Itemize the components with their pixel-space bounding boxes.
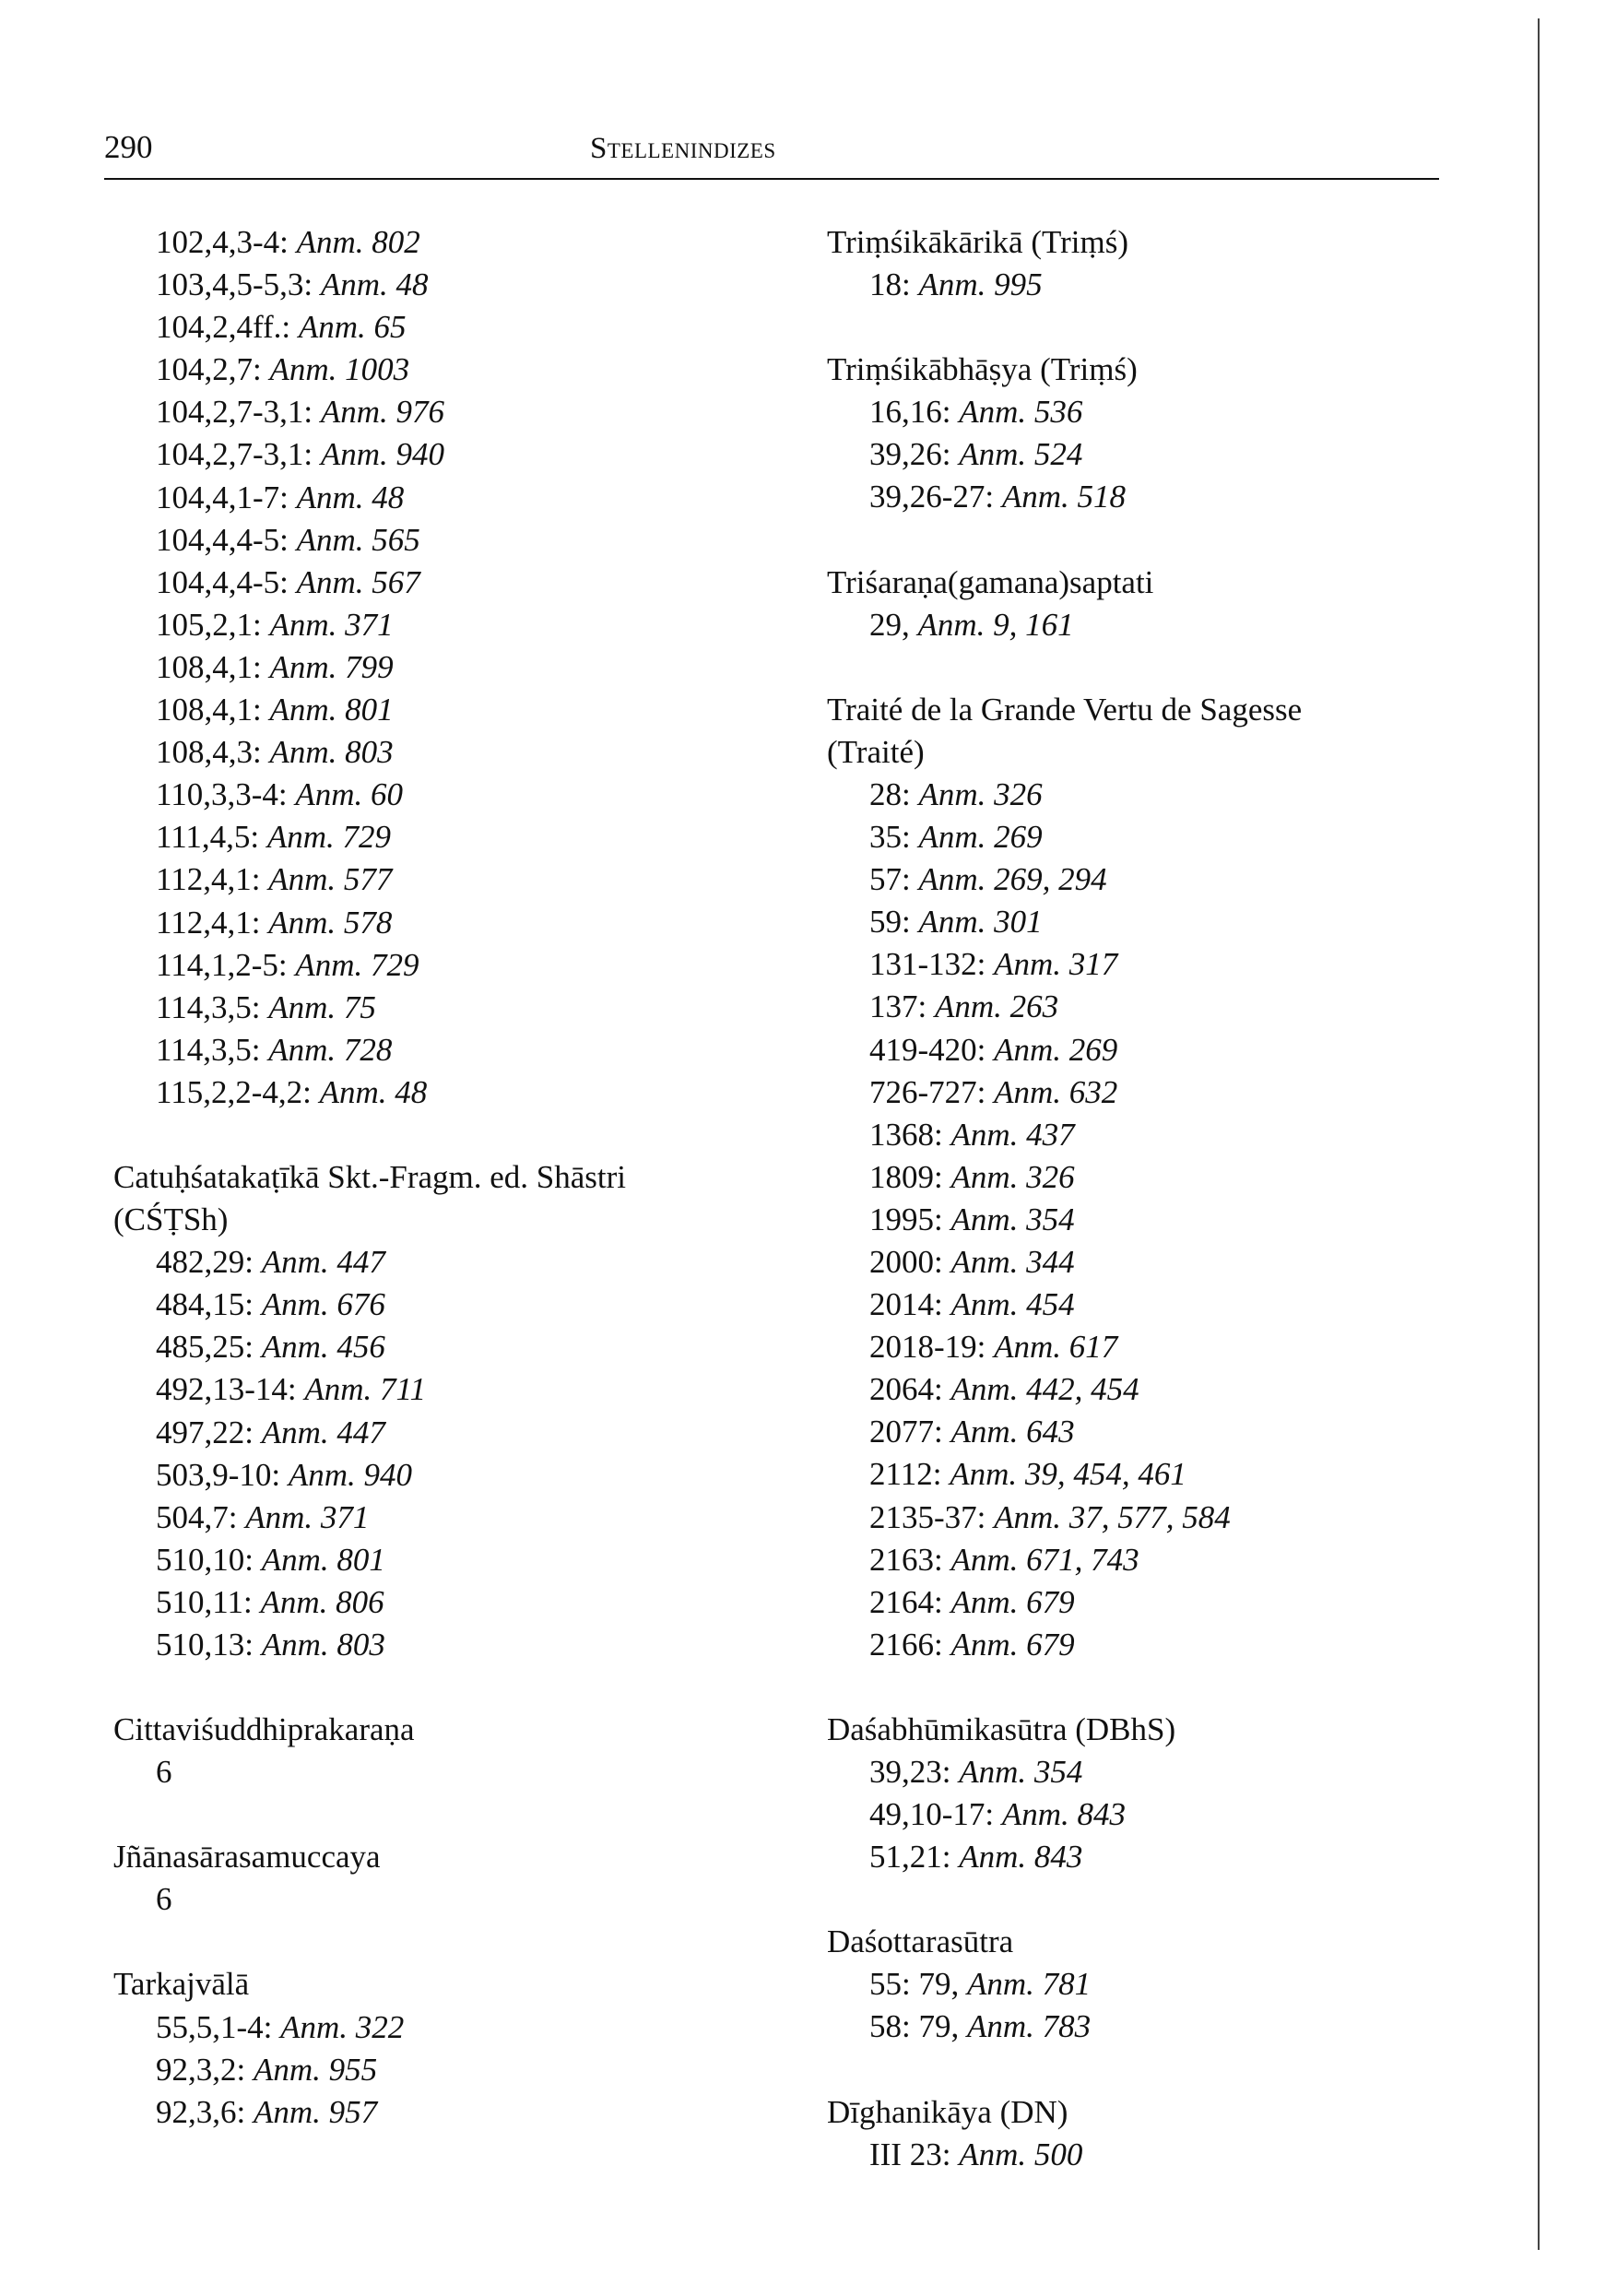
entry-reference: 6 <box>156 1881 172 1918</box>
index-entry <box>113 2091 740 2134</box>
entry-reference: 115,2,2-4,2: <box>156 1073 312 1110</box>
entry-annotation: Anm. 940 <box>320 436 445 473</box>
index-heading: Traité de la Grande Vertu de Sagesse <box>827 691 1303 728</box>
index-heading: Jñānasārasamuccaya <box>113 1839 381 1876</box>
index-entry <box>113 562 740 604</box>
entry-annotation: Anm. 578 <box>268 904 393 941</box>
entry-annotation: Anm. 711 <box>304 1371 426 1408</box>
index-entry <box>827 604 1491 646</box>
index-entry <box>827 901 1491 943</box>
index-entry <box>827 1793 1491 1836</box>
entry-annotation: Anm. 729 <box>295 946 419 983</box>
index-entry <box>113 519 740 562</box>
entry-reference: 102,4,3-4: <box>156 224 289 260</box>
index-entry <box>827 858 1491 901</box>
entry-reference: 2014: <box>869 1286 943 1323</box>
entry-annotation: Anm. 801 <box>261 1541 385 1578</box>
entry-annotation: Anm. 940 <box>288 1456 413 1493</box>
index-entry <box>113 1326 740 1368</box>
index-entry <box>827 774 1491 816</box>
entry-reference: 2163: <box>869 1541 943 1578</box>
entry-annotation: Anm. 806 <box>260 1583 384 1620</box>
entry-reference: 29, <box>869 606 910 643</box>
entry-gap <box>827 306 1491 349</box>
entry-reference: 108,4,3: <box>156 734 262 771</box>
entry-annotation: Anm. 632 <box>994 1073 1118 1110</box>
entry-annotation: Anm. 518 <box>1001 479 1127 515</box>
entry-reference: 104,2,7-3,1: <box>156 436 313 473</box>
index-entry <box>113 1581 740 1624</box>
index-heading: Daśottarasūtra <box>827 1923 1014 1960</box>
entry-reference: 1995: <box>869 1201 943 1237</box>
entry-reference: 2000: <box>869 1243 943 1280</box>
entry-reference: III 23: <box>869 2136 951 2172</box>
index-entry <box>827 1156 1491 1199</box>
entry-reference: 112,4,1: <box>156 904 261 941</box>
entry-reference: 108,4,1: <box>156 648 262 685</box>
entry-annotation: Anm. 263 <box>934 988 1059 1025</box>
index-entry <box>113 1878 740 1921</box>
index-entry <box>113 1241 740 1284</box>
index-heading: Tarkajvālā <box>113 1966 250 2003</box>
index-entry <box>827 816 1491 858</box>
index-heading: (Traité) <box>827 733 925 770</box>
entry-annotation: Anm. 371 <box>245 1498 370 1535</box>
entry-gap <box>113 1666 740 1709</box>
entry-gap <box>113 1114 740 1156</box>
entry-annotation: Anm. 679 <box>950 1626 1075 1663</box>
index-entry <box>113 1539 740 1581</box>
entry-reference: 35: <box>869 819 911 856</box>
index-entry <box>827 1199 1491 1241</box>
entry-reference: 497,22: <box>156 1414 254 1450</box>
entry-gap <box>827 2049 1491 2091</box>
entry-reference: 114,3,5: <box>156 988 261 1025</box>
entry-annotation: Anm. 437 <box>950 1116 1075 1153</box>
entry-annotation: Anm. 957 <box>253 2093 378 2130</box>
entry-annotation: Anm. 60 <box>295 776 403 813</box>
entry-annotation: Anm. 783 <box>966 2008 1092 2045</box>
index-entry <box>827 1751 1491 1793</box>
entry-reference: 92,3,2: <box>156 2051 246 2088</box>
entry-reference: 55,5,1-4: <box>156 2008 273 2045</box>
entry-reference: 2112: <box>869 1456 942 1493</box>
index-entry <box>827 1539 1491 1581</box>
index-entry <box>827 1071 1491 1114</box>
index-entry <box>113 902 740 944</box>
entry-annotation: Anm. 781 <box>966 1966 1092 2003</box>
entry-annotation: Anm. 617 <box>994 1329 1118 1366</box>
entry-reference: 114,1,2-5: <box>156 946 288 983</box>
entry-annotation: Anm. 976 <box>320 394 445 431</box>
entry-annotation: Anm. 456 <box>261 1329 385 1366</box>
entry-annotation: Anm. 500 <box>959 2136 1083 2172</box>
index-entry <box>113 1751 740 1793</box>
entry-annotation: Anm. 679 <box>950 1583 1075 1620</box>
right-index-column <box>827 221 1491 2176</box>
entry-gap <box>827 519 1491 562</box>
entry-reference: 112,4,1: <box>156 861 261 898</box>
entry-reference: 105,2,1: <box>156 606 262 643</box>
entry-annotation: Anm. 955 <box>253 2051 378 2088</box>
entry-reference: 2135-37: <box>869 1498 986 1535</box>
entry-annotation: Anm. 802 <box>296 224 420 260</box>
entry-annotation: Anm. 577 <box>268 861 393 898</box>
entry-reference: 492,13-14: <box>156 1371 297 1408</box>
index-entry <box>827 2006 1491 2048</box>
entry-annotation: Anm. 843 <box>959 1839 1083 1876</box>
index-heading: Triṃśikābhāṣya (Triṃś) <box>827 351 1138 388</box>
entry-reference: 419-420: <box>869 1031 986 1068</box>
entry-reference: 104,2,7: <box>156 351 262 388</box>
index-entry <box>113 604 740 646</box>
entry-annotation: Anm. 565 <box>296 521 420 558</box>
entry-annotation: Anm. 301 <box>918 904 1043 941</box>
entry-annotation: Anm. 48 <box>320 266 429 303</box>
index-entry <box>827 1453 1491 1496</box>
entry-reference: 111,4,5: <box>156 819 260 856</box>
entry-reference: 137: <box>869 988 927 1025</box>
entry-annotation: Anm. 9, 161 <box>917 606 1074 643</box>
entry-reference: 2166: <box>869 1626 943 1663</box>
index-entry <box>113 306 740 349</box>
entry-reference: 510,11: <box>156 1583 253 1620</box>
left-index-column <box>113 221 740 2134</box>
entry-annotation: Anm. 729 <box>266 819 392 856</box>
entry-annotation: Anm. 567 <box>296 563 420 600</box>
entry-reference: 57: <box>869 861 911 898</box>
index-entry <box>113 391 740 433</box>
entry-reference: 484,15: <box>156 1286 254 1323</box>
entry-gap <box>827 1666 1491 1709</box>
index-entry <box>827 1114 1491 1156</box>
running-head: Stellenindizes <box>590 132 776 165</box>
index-entry <box>113 1029 740 1071</box>
entry-reference: 110,3,3-4: <box>156 776 288 813</box>
entry-reference: 510,13: <box>156 1627 254 1663</box>
entry-annotation: Anm. 269, 294 <box>918 861 1107 898</box>
index-heading: Daśabhūmikasūtra (DBhS) <box>827 1710 1176 1747</box>
entry-reference: 1809: <box>869 1158 943 1195</box>
entry-gap <box>113 1793 740 1836</box>
entry-reference: 55: 79, <box>869 1966 960 2003</box>
entry-reference: 39,26: <box>869 436 951 473</box>
page-number: 290 <box>104 129 153 165</box>
entry-annotation: Anm. 39, 454, 461 <box>950 1456 1186 1493</box>
entry-reference: 510,10: <box>156 1541 254 1578</box>
entry-annotation: Anm. 37, 577, 584 <box>994 1498 1231 1535</box>
index-heading: Triṃśikākārikā (Triṃś) <box>827 224 1129 260</box>
index-heading: Cittaviśuddhiprakaraṇa <box>113 1711 415 1748</box>
entry-annotation: Anm. 995 <box>918 266 1043 303</box>
index-entry <box>113 1497 740 1539</box>
index-entry <box>113 1284 740 1326</box>
entry-reference: 51,21: <box>869 1839 951 1876</box>
entry-annotation: Anm. 524 <box>959 436 1083 473</box>
entry-annotation: Anm. 536 <box>959 394 1083 431</box>
index-entry <box>113 1071 740 1114</box>
index-entry <box>113 2049 740 2091</box>
index-entry <box>113 1454 740 1497</box>
index-entry <box>113 2006 740 2049</box>
entry-reference: 131-132: <box>869 946 986 983</box>
entry-annotation: Anm. 454 <box>950 1286 1075 1323</box>
entry-annotation: Anm. 326 <box>918 775 1043 812</box>
entry-annotation: Anm. 676 <box>261 1286 385 1323</box>
index-entry <box>113 774 740 816</box>
index-entry <box>113 433 740 476</box>
entry-annotation: Anm. 799 <box>269 648 394 685</box>
entry-annotation: Anm. 326 <box>950 1158 1075 1195</box>
entry-reference: 108,4,1: <box>156 692 262 728</box>
entry-annotation: Anm. 354 <box>959 1754 1083 1790</box>
index-entry <box>113 477 740 519</box>
entry-annotation: Anm. 48 <box>296 479 405 515</box>
index-entry <box>113 731 740 774</box>
entry-annotation: Anm. 803 <box>269 734 394 771</box>
entry-annotation: Anm. 354 <box>950 1201 1075 1237</box>
entry-annotation: Anm. 75 <box>268 988 376 1025</box>
index-heading: Catuḥśatakaṭīkā Skt.-Fragm. ed. Shāstri <box>113 1158 627 1195</box>
index-entry <box>113 1624 740 1666</box>
entry-annotation: Anm. 1003 <box>269 351 410 388</box>
index-entry <box>827 986 1491 1028</box>
index-entry <box>113 816 740 858</box>
index-entry <box>113 944 740 987</box>
index-entry <box>827 1497 1491 1539</box>
entry-reference: 104,4,4-5: <box>156 563 289 600</box>
index-entry <box>827 1241 1491 1284</box>
index-entry <box>113 689 740 731</box>
entry-reference: 18: <box>869 266 911 303</box>
index-entry <box>827 1836 1491 1878</box>
index-entry <box>113 646 740 689</box>
entry-reference: 92,3,6: <box>156 2093 246 2130</box>
index-heading: Dīghanikāya (DN) <box>827 2093 1068 2130</box>
entry-reference: 2077: <box>869 1414 943 1450</box>
index-entry <box>827 476 1491 518</box>
entry-reference: 39,26-27: <box>869 479 995 515</box>
entry-reference: 104,4,4-5: <box>156 521 289 558</box>
entry-annotation: Anm. 269 <box>994 1031 1118 1068</box>
index-entry <box>827 1284 1491 1326</box>
page-edge-line <box>1538 18 1540 2250</box>
entry-annotation: Anm. 269 <box>918 819 1043 856</box>
entry-reference: 504,7: <box>156 1498 238 1535</box>
entry-reference: 1368: <box>869 1116 943 1153</box>
entry-reference: 2064: <box>869 1371 943 1408</box>
index-entry <box>827 264 1491 306</box>
entry-gap <box>113 1921 740 1963</box>
entry-annotation: Anm. 48 <box>319 1073 428 1110</box>
entry-annotation: Anm. 65 <box>298 309 407 346</box>
entry-reference: 6 <box>156 1754 172 1791</box>
index-entry <box>827 1411 1491 1453</box>
entry-gap <box>827 1878 1491 1921</box>
index-entry <box>827 391 1491 433</box>
entry-annotation: Anm. 801 <box>269 692 394 728</box>
entry-reference: 503,9-10: <box>156 1456 281 1493</box>
entry-reference: 2164: <box>869 1583 943 1620</box>
entry-reference: 39,23: <box>869 1754 951 1790</box>
index-heading: (CŚṬSh) <box>113 1201 229 1238</box>
entry-annotation: Anm. 344 <box>950 1243 1075 1280</box>
entry-reference: 485,25: <box>156 1329 254 1366</box>
index-entry <box>827 1029 1491 1071</box>
index-entry <box>827 1624 1491 1666</box>
entry-annotation: Anm. 442, 454 <box>950 1371 1139 1408</box>
entry-annotation: Anm. 322 <box>280 2008 405 2045</box>
index-entry <box>113 264 740 306</box>
entry-annotation: Anm. 371 <box>269 606 394 643</box>
entry-reference: 49,10-17: <box>869 1796 995 1833</box>
index-entry <box>113 1368 740 1411</box>
entry-reference: 103,4,5-5,3: <box>156 266 313 303</box>
index-heading: Triśaraṇa(gamana)saptati <box>827 563 1154 600</box>
index-entry <box>113 349 740 391</box>
index-entry <box>827 1368 1491 1411</box>
entry-reference: 58: 79, <box>869 2008 960 2045</box>
entry-reference: 2018-19: <box>869 1329 986 1366</box>
entry-reference: 104,4,1-7: <box>156 479 289 515</box>
index-entry <box>827 2134 1491 2176</box>
index-entry <box>827 943 1491 986</box>
index-entry <box>113 987 740 1029</box>
entry-annotation: Anm. 643 <box>950 1414 1075 1450</box>
index-entry <box>113 858 740 901</box>
entry-annotation: Anm. 728 <box>268 1031 393 1068</box>
index-entry <box>827 1963 1491 2006</box>
index-entry <box>113 1412 740 1454</box>
index-entry <box>827 1581 1491 1624</box>
index-entry <box>827 1326 1491 1368</box>
entry-reference: 28: <box>869 775 911 812</box>
entry-annotation: Anm. 317 <box>994 946 1118 983</box>
entry-reference: 726-727: <box>869 1073 986 1110</box>
entry-annotation: Anm. 843 <box>1001 1796 1127 1833</box>
entry-annotation: Anm. 447 <box>261 1244 385 1281</box>
entry-annotation: Anm. 671, 743 <box>950 1541 1139 1578</box>
entry-reference: 16,16: <box>869 394 951 431</box>
index-entry <box>827 433 1491 476</box>
entry-annotation: Anm. 447 <box>261 1414 385 1450</box>
entry-gap <box>827 646 1491 689</box>
entry-reference: 104,2,7-3,1: <box>156 394 313 431</box>
index-entry <box>113 221 740 264</box>
entry-reference: 482,29: <box>156 1244 254 1281</box>
entry-reference: 114,3,5: <box>156 1031 261 1068</box>
header-rule <box>104 178 1439 180</box>
entry-annotation: Anm. 803 <box>261 1627 385 1663</box>
entry-reference: 104,2,4ff.: <box>156 309 291 346</box>
entry-reference: 59: <box>869 904 911 941</box>
